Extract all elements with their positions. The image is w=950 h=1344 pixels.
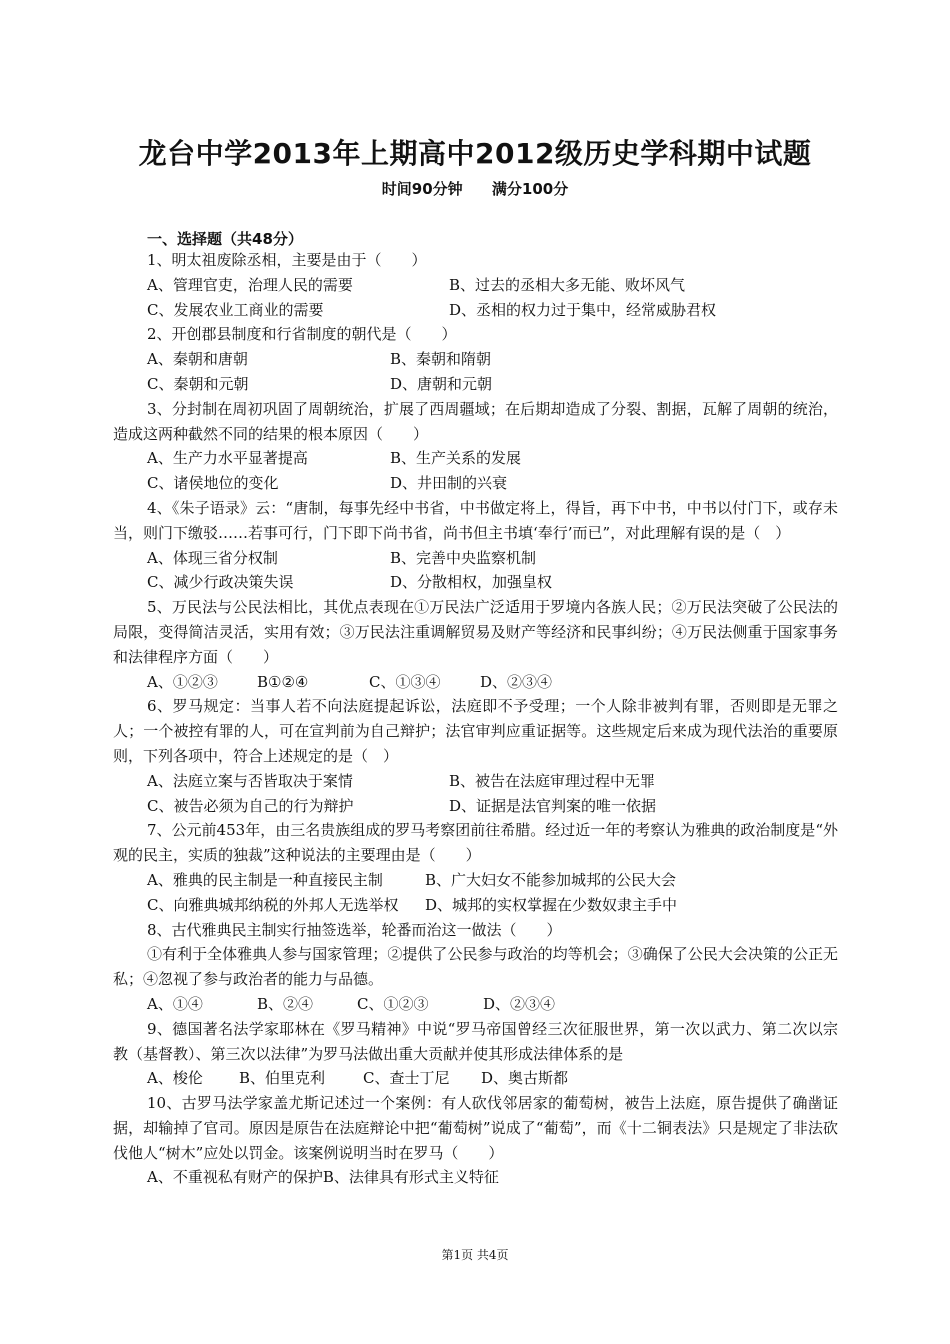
question-stem: 2、开创郡县制度和行省制度的朝代是（ ） [147, 325, 457, 344]
option: D、分散相权，加强皇权 [390, 573, 553, 592]
exam-subtitle [0, 178, 950, 199]
option: A、雅典的民主制是一种直接民主制 [147, 870, 383, 889]
option-row [113, 1066, 838, 1091]
option: B、过去的丞相大多无能、败坏风气 [449, 275, 686, 294]
option: A、①④ [147, 994, 203, 1013]
option-row [113, 372, 838, 397]
question-stem: 10、古罗马法学家盖尤斯记述过一个案例：有人砍伐邻居家的葡萄树，被告上法庭，原告提供了确凿证据，却输掉了官司。原因是原告在法庭辩论中把“葡萄树”说成了“葡萄”，而《十二铜表法》只是规定了非法砍伐他人“树木”应处以罚金。该案例说明当时在罗马（ ） [113, 1094, 838, 1162]
option-row [113, 670, 838, 695]
option: D、证据是法官判案的唯一依据 [449, 796, 657, 815]
option: B、法律具有形式主义特征 [322, 1168, 499, 1187]
option: A、管理官吏，治理人民的需要 [147, 275, 353, 294]
option-row [113, 1165, 838, 1190]
question-stem: 8、古代雅典民主制实行抽签选举，轮番而治这一做法（ ） [147, 920, 562, 939]
option: D、城邦的实权掌握在少数奴隶主手中 [425, 895, 678, 914]
option: C、秦朝和元朝 [147, 374, 249, 393]
option: C、①②③ [357, 994, 429, 1013]
question-stem: 4、《朱子语录》云：“唐制，每事先经中书省，中书做定将上，得旨，再下中书，中书以付门下，或存未当，则门下缴驳……若事可行，门下即下尚书省，尚书但主书填‘奉行’而已”，对此理解有误的是（ ） [113, 498, 838, 542]
option-row [113, 273, 838, 298]
page-number: 第1页 共4页 [441, 1248, 509, 1262]
option: D、井田制的兴衰 [390, 474, 508, 493]
option: B、秦朝和隋朝 [390, 350, 492, 369]
option-row [113, 893, 838, 918]
option: C、向雅典城邦纳税的外邦人无选举权 [147, 895, 399, 914]
question-stem: 6、罗马规定：当事人若不向法庭提起诉讼，法庭即不予受理；一个人除非被判有罪，否则即是无罪之人；一个被控有罪的人，可在宣判前为自己辩护；法官审判应重证据等。这些规定后来成为现代法治的重要原则，下列各项中，符合上述规定的是（ ） [113, 697, 838, 765]
option: C、①③④ [369, 672, 441, 691]
option: C、减少行政决策失误 [147, 573, 294, 592]
option-row [113, 298, 838, 323]
question-statements: ①有利于全体雅典人参与国家管理；②提供了公民参与政治的均等机会；③确保了公民大会决策的公正无私；④忽视了参与政治者的能力与品德。 [113, 945, 838, 989]
question-stem: 9、德国著名法学家耶林在《罗马精神》中说“罗马帝国曾经三次征服世界，第一次以武力、第二次以宗教（基督教）、第三次以法律”为罗马法做出重大贡献并使其形成法律体系的是 [113, 1019, 838, 1063]
option: B、广大妇女不能参加城邦的公民大会 [425, 870, 677, 889]
option-row [113, 794, 838, 819]
exam-score: 满分100分 [491, 180, 569, 198]
option: B、伯里克利 [239, 1069, 326, 1088]
option: D、②③④ [483, 994, 556, 1013]
question-stem: 1、明太祖废除丞相，主要是由于（ ） [147, 251, 427, 269]
option-row [113, 347, 838, 372]
option: D、奥古斯都 [481, 1069, 569, 1088]
option: D、②③④ [480, 672, 553, 691]
exam-time: 时间90分钟 [381, 180, 463, 198]
option-row [113, 992, 838, 1017]
option: B、生产关系的发展 [390, 449, 522, 468]
option: A、法庭立案与否皆取决于案情 [147, 771, 353, 790]
option-row [113, 769, 838, 794]
option: A、梭伦 [147, 1069, 203, 1088]
option: A、生产力水平显著提高 [147, 449, 308, 468]
option: C、诸侯地位的变化 [147, 474, 279, 493]
question-stem: 3、分封制在周初巩固了周朝统治，扩展了西周疆域；在后期却造成了分裂、割据，瓦解了周朝的统治，造成这两种截然不同的结果的根本原因（ ） [113, 399, 838, 443]
exam-title: 龙台中学2013年上期高中2012级历史学科期中试题 [138, 137, 812, 170]
option-row [113, 471, 838, 496]
option: B、②④ [257, 994, 314, 1013]
option-row [113, 570, 838, 595]
section-heading: 一、选择题（共48分） [147, 230, 303, 248]
option: A、体现三省分权制 [147, 548, 278, 567]
question-list [113, 248, 838, 1190]
option: A、①②③ [147, 672, 218, 691]
question-stem: 7、公元前453年，由三名贵族组成的罗马考察团前往希腊。经过近一年的考察认为雅典的政治制度是“外观的民主，实质的独裁”这种说法的主要理由是（ ） [113, 821, 838, 865]
option: C、被告必须为自己的行为辩护 [147, 796, 354, 815]
option: A、不重视私有财产的保护 [147, 1168, 323, 1187]
option: C、发展农业工商业的需要 [147, 300, 324, 319]
option-row [113, 546, 838, 571]
option: B、被告在法庭审理过程中无罪 [449, 771, 656, 790]
option-row [113, 868, 838, 893]
option: D、唐朝和元朝 [390, 374, 493, 393]
question-stem: 5、万民法与公民法相比，其优点表现在①万民法广泛适用于罗境内各族人民；②万民法突破了公民法的局限，变得简洁灵活，实用有效；③万民法注重调解贸易及财产等经济和民事纠纷；④万民法侧重于国家事务和法律程序方面（ ） [113, 598, 838, 666]
option-row [113, 446, 838, 471]
option: C、查士丁尼 [363, 1069, 450, 1088]
option: A、秦朝和唐朝 [147, 350, 248, 369]
option: B①②④ [257, 672, 309, 691]
option: B、完善中央监察机制 [390, 548, 537, 567]
option: D、丞相的权力过于集中，经常威胁君权 [449, 300, 717, 319]
